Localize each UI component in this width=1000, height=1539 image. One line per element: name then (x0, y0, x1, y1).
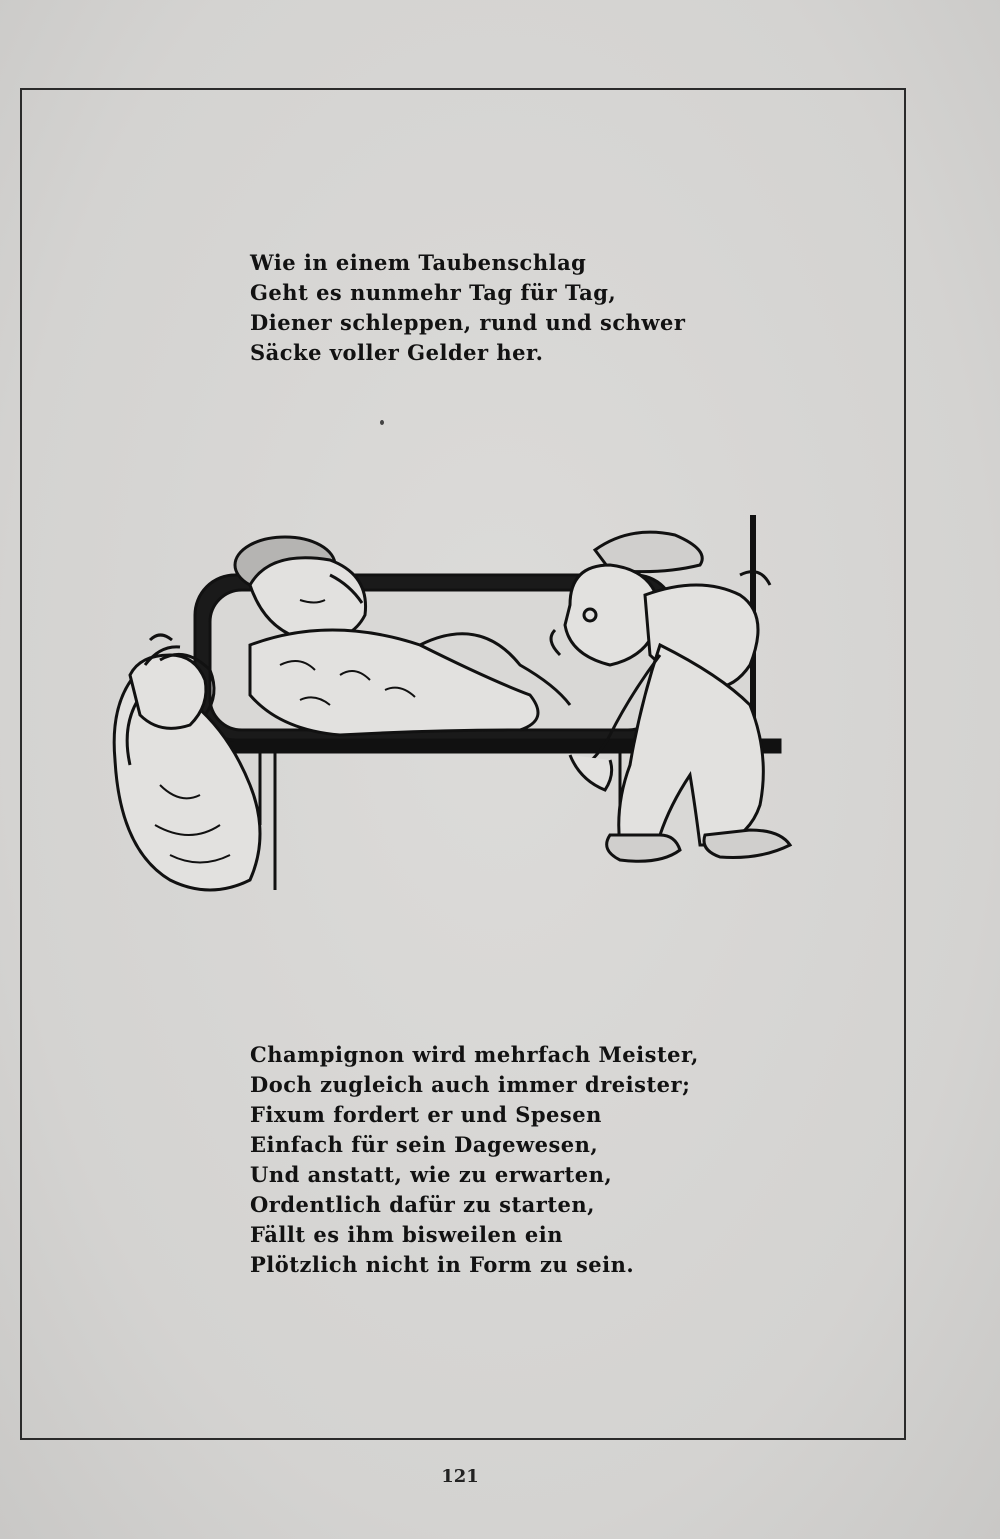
illustration-servant-carrying-sacks (100, 505, 800, 900)
verse-bottom (250, 1040, 699, 1280)
verse-line: Fällt es ihm bisweilen ein (250, 1222, 564, 1247)
verse-line: Säcke voller Gelder her. (250, 340, 544, 365)
page-number: 121 (441, 1466, 479, 1487)
verse-line: Plötzlich nicht in Form zu sein. (250, 1252, 635, 1277)
verse-line: Geht es nunmehr Tag für Tag, (250, 280, 617, 305)
verse-line: Wie in einem Taubenschlag (250, 250, 587, 275)
verse-line: Fixum fordert er und Spesen (250, 1102, 602, 1127)
ink-dot (380, 420, 384, 425)
verse-line: Und anstatt, wie zu erwarten, (250, 1162, 613, 1187)
verse-top (250, 248, 686, 368)
verse-line: Ordentlich dafür zu starten, (250, 1192, 595, 1217)
verse-line: Diener schleppen, rund und schwer (250, 310, 686, 335)
verse-line: Doch zugleich auch immer dreister; (250, 1072, 691, 1097)
verse-line: Einfach für sein Dagewesen, (250, 1132, 599, 1157)
verse-line: Champignon wird mehrfach Meister, (250, 1042, 699, 1067)
